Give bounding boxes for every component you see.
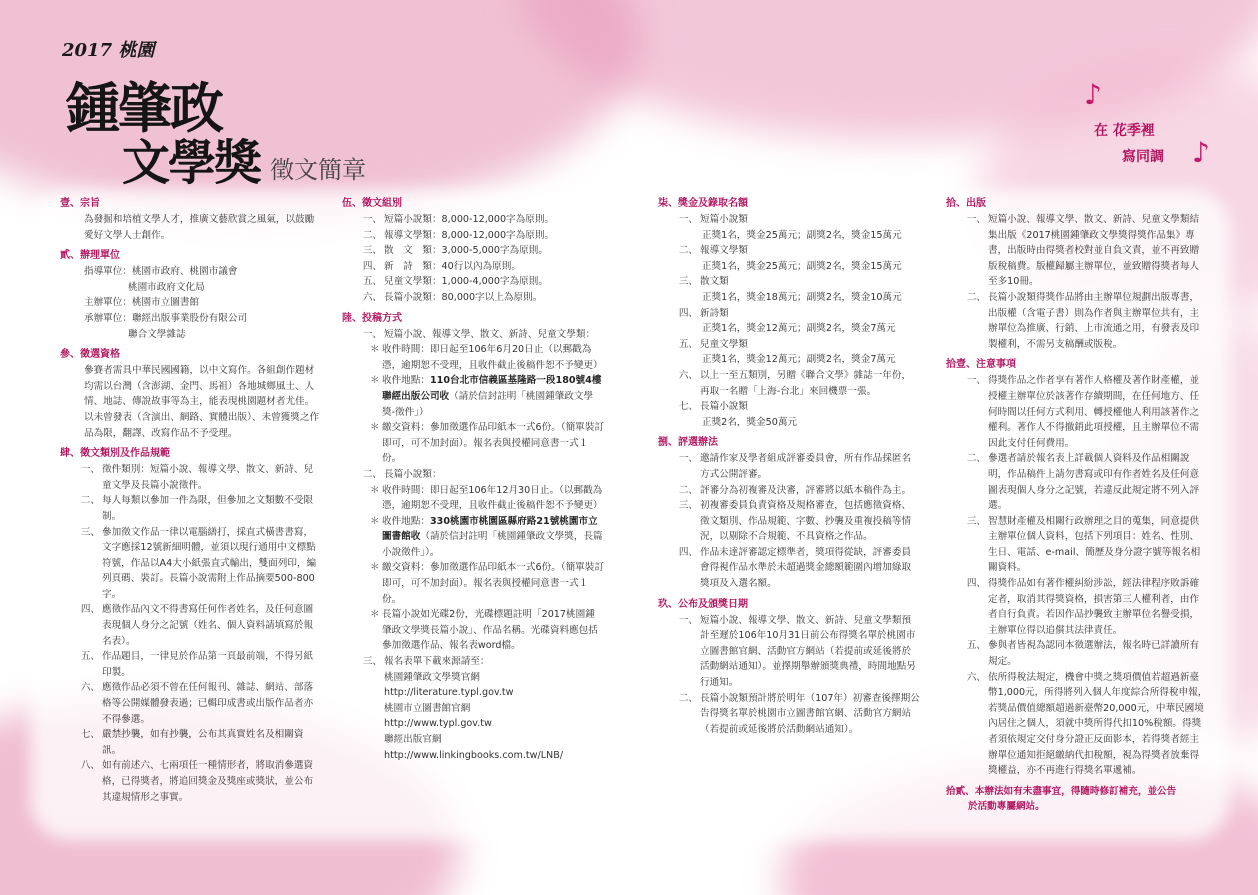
list-item: 四、 新 詩 類：40行以內為原則。 xyxy=(362,260,521,272)
link-label: 聯經出版官網 xyxy=(384,734,442,745)
brochure-subtitle: 徵文簡章 xyxy=(270,156,366,184)
list-item: 七、 長篇小說類 xyxy=(678,401,748,413)
list-item: 四、 作品未達評審認定標準者，獎項得從缺，評審委員會得視作品水準於未超過獎金總額範圍內增加綠取獎項及入選名額。 xyxy=(678,546,912,590)
list-item: 五、 參與者皆視為認同本徵選辦法，報名時已詳讀所有規定。 xyxy=(966,640,1200,668)
sub-item: ＊ 繳交資料：參加徵選作品印紙本一式6份。（簡單裝訂即可，可不加封面）。報名表與授權同意書一式１份。 xyxy=(370,422,604,465)
section-title: 陸、投稿方式 xyxy=(342,312,402,324)
sub-item: ＊ 收件時間：即日起至106年6月20日止（以郵戳為憑，逾期恕不受理，且收件截止後稿件恕不予變更） xyxy=(370,344,603,371)
organizer-row: 指導單位： 桃園市政府、桃園市議會 xyxy=(84,266,238,278)
list-item: 二、 每人每類以參加一件為限，但參加之文類數不受限制。 xyxy=(80,495,314,522)
closing-note-line1: 拾貳、本辦法如有未盡事宜，得隨時修訂補充，並公告 xyxy=(946,785,1177,797)
section-text: 參賽者需具中華民國國籍，以中文寫作。各組創作題材均需以台灣（含澎湖、金門、馬祖）各地城鄉風土、人情、地誌、傳說故事等為主，能表現桃園題材者尤佳。以未曾發表（含演出、網路、實體出版）、未曾獲獎之作品為限，翻譯、改寫作品不予受理。 xyxy=(84,365,320,439)
prize-detail: 正獎2名，獎金50萬元 xyxy=(702,416,798,428)
list-item: 四、 得獎作品如有著作權糾紛涉訟，經法律程序敗訴確定者，取消其得獎資格，損害第三人權利者，由作者自行負責。若因作品抄襲致主辦單位名譽受損，主辦單位得以追償其法律責任。 xyxy=(966,578,1200,636)
organizer-row: 主辦單位： 桃園市立圖書館 xyxy=(84,297,200,309)
list-item: 一、 徵件類別：短篇小說、報導文學、散文、新詩、兒童文學及長篇小說徵件。 xyxy=(80,464,314,491)
organizer-row-extra: 聯合文學雜誌 xyxy=(128,328,186,340)
website-link[interactable]: http://literature.typl.gov.tw xyxy=(384,687,514,699)
list-item: 二、 長篇小說類預計將於明年（107年）初審查後擇期公告得獎名單於桃園市立圖書館官網、活動官方網站（若提前或延後將於活動網站通知）。 xyxy=(678,692,920,735)
sub-item: ＊ 收件地點：110台北市信義區基隆路一段180號4樓聯經出版公司收（請於信封註明「桃園鍾肇政文學獎-徵件」） xyxy=(370,375,602,418)
list-item: 三、 散 文 類：3,000-5,000字為原則。 xyxy=(362,245,548,257)
music-note-icon: ♪ xyxy=(1084,78,1102,111)
organizer-row: 承辦單位： 聯經出版事業股份有限公司 xyxy=(84,312,248,324)
logo-title-line2: 文學獎 xyxy=(122,135,261,191)
logo-title-line1: 鍾肇政 xyxy=(66,76,222,140)
sub-item: ＊ 收件地點：330桃園市桃園區縣府路21號桃園市立圖書館收（請於信封註明「桃園鍾肇政文學獎，長篇小說徵件」）。 xyxy=(370,515,603,558)
column-1 xyxy=(60,196,322,810)
column-3 xyxy=(658,196,920,742)
section-title: 拾壹、注意事項 xyxy=(946,359,1016,371)
list-item: 五、 作品題目，一律見於作品第一頁最前端，不得另紙印製。 xyxy=(80,651,314,678)
slogan xyxy=(1080,78,1220,178)
section-text: 為發掘和培植文學人才，推廣文藝欣賞之風氣，以鼓勵愛好文學人士創作。 xyxy=(84,214,315,241)
list-item: 六、 依所得稅法規定，機會中獎之獎項價值若超過新臺幣1,000元，所得將列入個人年度綜合所得稅申報，若獎品價值總額超過新臺幣20,000元，中華民國境內居住之個人，須就中獎所得代扣10%稅額。得獎者須依規定交付身分證正反面影本，若得獎者經主辦單位通知拒絕繳納代扣稅額，視為得獎者放棄得獎權益，亦不再進行得獎名單遞補。 xyxy=(966,671,1208,777)
list-item: 六、 以上一至五類別，另贈《聯合文學》雜誌一年份，再取一名贈「上海-台北」來回機票一張。 xyxy=(678,369,912,397)
sub-item: ＊ 長篇小說如光碟2份，光碟標題註明「2017桃園鍾肇政文學獎長篇小說」、作品名稱。光碟資料應包括參加徵選作品、報名表word檔。 xyxy=(370,609,598,652)
section-submission xyxy=(342,311,604,764)
list-item: 二、 報導文學類 xyxy=(678,245,748,257)
list-item: 六、 應徵作品必須不曾在任何報刊、雜誌、網站、部落格等公開媒體發表過；已輯印成書或出版作品者亦不得參選。 xyxy=(80,682,314,725)
link-label: 桃園鍾肇政文學獎官網 xyxy=(384,671,480,683)
website-link[interactable]: http://www.linkingbooks.com.tw/LNB/ xyxy=(384,749,564,761)
prize-detail: 正獎1名，獎金12萬元；副獎2名，獎金7萬元 xyxy=(702,323,896,335)
list-item: 二、 參選者請於報名表上詳載個人資料及作品相關說明，作品稿件上請勿書寫或印有作者姓名及任何意圖表現個人身分之記號，若違反此規定將不列入評選。 xyxy=(966,453,1200,512)
prize-detail: 正獎1名，獎金25萬元；副獎2名，獎金15萬元 xyxy=(702,260,902,272)
list-item: 三、 智慧財產權及相關行政辦理之目的蒐集，同意提供主辦單位個人資料，包括下列項目：姓名、性別、生日、電話、e-mail、簡歷及身分證字號等報名相關資料。 xyxy=(966,515,1201,574)
prize-detail: 正獎1名，獎金12萬元；副獎2名，獎金7萬元 xyxy=(702,354,896,366)
organizer-row-extra: 桃園市政府文化局 xyxy=(128,281,205,293)
section-announcement xyxy=(658,597,920,738)
section-organizers xyxy=(60,248,322,342)
contest-logo xyxy=(58,32,378,192)
section-eligibility xyxy=(60,347,322,441)
prize-detail: 正獎1名，獎金18萬元；副獎2名，獎金10萬元 xyxy=(702,291,902,303)
section-title: 參、徵選資格 xyxy=(60,349,120,361)
list-item: 二、 評審分為初複審及決審，評審將以紙本稿件為主。 xyxy=(678,484,912,496)
list-item: 一、 得獎作品之作者享有著作人格權及著作財產權，並授權主辦單位於該著作存續期間，在任何地方、任何時間以任何方式利用、轉授權他人利用該著作之權利。著作人不得撤銷此項授權，且主辦單位不需因此支付任何費用。 xyxy=(966,375,1200,449)
prize-detail: 正獎1名，獎金25萬元；副獎2名，獎金15萬元 xyxy=(702,229,902,241)
list-item: 一、 短篇小說類：8,000-12,000字為原則。 xyxy=(362,214,555,225)
link-label: 桃園市立圖書館官網 xyxy=(384,702,471,714)
column-4 xyxy=(946,196,1208,820)
section-purpose xyxy=(60,196,322,243)
section-publication xyxy=(946,196,1208,352)
section-prizes xyxy=(658,196,920,430)
list-item: 四、 應徵作品內文不得書寫任何作者姓名，及任何意圖表現個人身分之記號（姓名、個人資料請填寫於報名表）。 xyxy=(80,604,314,647)
list-item: 八、 如有前述六、七兩項任一種情形者，將取消參選資格，已得獎者，將追回獎金及獎座或獎狀，並公布其違規情形之事實。 xyxy=(80,760,314,803)
sub-item: ＊ 收件時間：即日起至106年12月30日止。（以郵戳為憑，逾期恕不受理，且收件截止後稿件恕不予變更） xyxy=(370,484,603,512)
slogan-line1: 在 花季裡 xyxy=(1094,123,1155,139)
list-item: 六、 長篇小說類：80,000字以上為原則。 xyxy=(362,291,543,303)
column-2 xyxy=(342,196,604,768)
list-item: 一、 短篇小說、報導文學、散文、新詩、兒童文學類預計至遲於106年10月31日前公布得獎名單於桃園市立圖書館官網、活動官方網站（若提前或延後將於活動網站通知）。並擇期舉辦頒獎典禮，時間地點另行通知。 xyxy=(678,614,916,689)
section-title: 肆、徵文類別及作品規範 xyxy=(60,448,170,460)
list-item: 二、 長篇小說類： xyxy=(362,468,442,480)
list-item: 一、 短篇小說、報導文學、散文、新詩、兒童文學類： xyxy=(362,328,596,340)
website-link[interactable]: http://www.typl.gov.tw xyxy=(384,718,492,730)
section-title: 玖、公布及頒獎日期 xyxy=(658,598,748,610)
section-groups xyxy=(342,196,604,306)
slogan-line2: 寫同調 xyxy=(1122,149,1164,165)
section-title: 壹、宗旨 xyxy=(60,198,100,209)
music-note-icon: ♪ xyxy=(1192,136,1210,169)
list-item: 一、 邀請作家及學者組成評審委員會，所有作品採匿名方式公開評審。 xyxy=(678,453,912,480)
list-item: 三、 參加徵文作品一律以電腦繕打，採直式橫書書寫，文字應採12號新細明體，並須以現行通用中文標點符號，作品以A4大小紙張直式輸出，雙面列印，編列頁碼、裝訂。長篇小說需附上作品摘要500-800字。 xyxy=(80,526,317,600)
section-notes xyxy=(946,357,1208,778)
list-item: 三、 初複審委員負責資格及規格審查，包括應徵資格、徵文類別、作品規範、字數、抄襲及重複投稿等情況，以剔除不合規範、不具資格之作品。 xyxy=(678,500,912,543)
list-item: 三、 散文類 xyxy=(678,276,729,288)
logo-year: 2017 桃園 xyxy=(62,40,155,61)
section-title: 伍、徵文組別 xyxy=(342,198,402,209)
section-title: 柒、獎金及錄取名額 xyxy=(658,198,748,209)
section-title: 貳、辦理單位 xyxy=(60,250,120,262)
list-item: 五、 兒童文學類：1,000-4,000字為原則。 xyxy=(362,276,548,288)
sub-item: ＊ 繳交資料：參加徵選作品印紙本一式6份。（簡單裝訂即可，可不加封面）。報名表與授權同意書一式１份。 xyxy=(370,562,604,605)
closing-note xyxy=(946,784,1208,815)
list-item: 五、 兒童文學類 xyxy=(678,338,748,350)
section-categories-rules xyxy=(60,446,322,805)
section-judging xyxy=(658,435,920,591)
list-item: 二、 長篇小說類得獎作品將由主辦單位規劃出版專書，出版權（含電子書）則為作者與主辦單位共有，主辦單位為推廣、行銷、上市流通之用，有發表及印製權利，不需另支稿酬或版稅。 xyxy=(966,291,1200,350)
list-item: 三、 報名表單下載來源請至： xyxy=(362,656,490,668)
list-item: 一、 短篇小說、報導文學、散文、新詩、兒童文學類結集出版《2017桃園鍾肇政文學獎得獎作品集》專書，出版時由得獎者校對並自負文責，並不再致贈版稅稿費。版權歸屬主辦單位，並致贈得獎者每人至多10冊。 xyxy=(966,214,1200,288)
list-item: 七、 嚴禁抄襲，如有抄襲，公布其真實姓名及相關資訊。 xyxy=(80,729,304,756)
section-title: 拾、出版 xyxy=(946,198,986,209)
closing-note-line2: 於活動專屬網站。 xyxy=(968,801,1045,813)
list-item: 一、 短篇小說類 xyxy=(678,214,748,225)
section-title: 捌、評選辦法 xyxy=(658,437,718,449)
list-item: 二、 報導文學類：8,000-12,000字為原則。 xyxy=(362,229,555,241)
list-item: 四、 新詩類 xyxy=(678,307,729,319)
